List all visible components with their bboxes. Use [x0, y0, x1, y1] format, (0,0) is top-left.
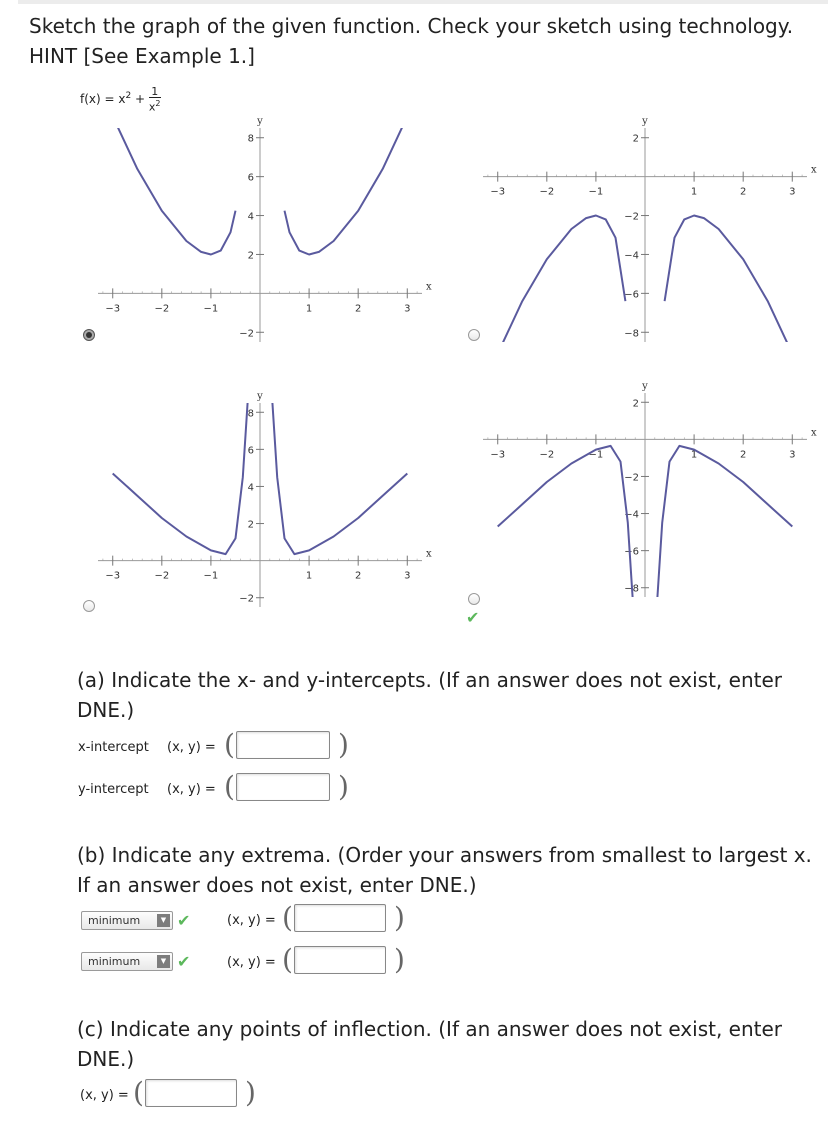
extremum-type-select-2[interactable]	[81, 952, 173, 971]
y-tick-label: −8	[624, 583, 639, 595]
radio-option-a[interactable]	[83, 329, 95, 341]
func-numerator: 1	[149, 86, 161, 98]
xy-label: (x, y) =	[80, 1088, 129, 1103]
curve-right-branch	[285, 116, 408, 254]
right-paren: )	[394, 943, 405, 976]
func-prefix: f(x) = x	[80, 91, 126, 106]
x-tick-label: 2	[739, 186, 747, 198]
y-tick-label: 2	[632, 133, 639, 145]
left-paren: (	[224, 770, 235, 803]
func-den-var: x	[148, 100, 156, 114]
y-intercept-input[interactable]	[236, 773, 330, 801]
extremum-input-2[interactable]	[294, 946, 386, 974]
x-tick-label: −3	[490, 186, 506, 198]
y-tick-label: 4	[247, 482, 254, 494]
y-axis-label: y	[257, 391, 263, 402]
dropdown-arrow-icon[interactable]: ▼	[157, 914, 170, 927]
x-tick-label: −1	[203, 303, 219, 315]
x-tick-label: −2	[154, 570, 170, 582]
left-paren: (	[133, 1076, 144, 1109]
func-exp: 2	[125, 90, 132, 101]
x-axis-label: x	[426, 548, 432, 560]
y-axis-label: y	[257, 116, 263, 127]
curve-left-branch	[498, 216, 626, 354]
right-paren: )	[245, 1076, 256, 1109]
y-tick-label: −6	[624, 289, 639, 301]
graph-option-a	[90, 116, 432, 350]
right-paren: )	[394, 901, 405, 934]
curve-right-branch	[665, 216, 793, 354]
hint-link[interactable]: HINT [See Example 1.]	[29, 44, 255, 68]
left-paren: (	[282, 943, 293, 976]
graph-option-c	[90, 391, 432, 615]
x-tick-label: 1	[305, 570, 313, 582]
x-tick-label: −1	[588, 186, 604, 198]
x-tick-label: −3	[105, 570, 121, 582]
y-tick-label: −2	[239, 328, 254, 340]
graph-option-b	[475, 116, 817, 350]
right-paren: )	[338, 770, 349, 803]
curve-left-branch	[113, 401, 248, 554]
select-value: minimum	[88, 914, 141, 927]
radio-option-c[interactable]	[83, 600, 95, 612]
x-axis-label: x	[811, 427, 817, 439]
y-axis-label: y	[642, 381, 648, 392]
left-paren: (	[224, 728, 235, 761]
x-tick-label: −2	[539, 449, 555, 461]
x-tick-label: 2	[354, 303, 362, 315]
radio-option-b[interactable]	[468, 329, 480, 341]
y-intercept-label: y-intercept	[78, 782, 149, 797]
x-tick-label: 3	[789, 186, 796, 198]
x-tick-label: 1	[690, 449, 698, 461]
right-paren: )	[338, 728, 349, 761]
func-plus: +	[131, 91, 149, 106]
curve-left-branch	[113, 116, 236, 254]
y-tick-label: 4	[247, 211, 254, 223]
check-icon: ✔	[177, 911, 191, 930]
x-intercept-label: x-intercept	[78, 740, 149, 755]
graph-option-d	[475, 381, 817, 605]
part-a-text: (a) Indicate the x- and y-intercepts. (If an answer does not exist, enter DNE.)	[77, 668, 782, 722]
part-b-text: (b) Indicate any extrema. (Order your answers from smallest to largest x. If an answer does not exist, enter DNE.)	[77, 843, 812, 897]
xy-label: (x, y) =	[167, 782, 216, 797]
x-tick-label: −1	[203, 570, 219, 582]
function-definition	[80, 86, 161, 113]
x-tick-label: 3	[404, 570, 411, 582]
select-value: minimum	[88, 955, 141, 968]
xy-label: (x, y) =	[227, 955, 276, 970]
xy-label: (x, y) =	[227, 913, 276, 928]
xy-label: (x, y) =	[167, 740, 216, 755]
y-tick-label: 2	[247, 250, 254, 262]
question-text: Sketch the graph of the given function. Check your sketch using technology.	[29, 14, 794, 38]
x-tick-label: 1	[690, 186, 698, 198]
func-denominator	[149, 98, 161, 113]
y-tick-label: 2	[632, 398, 639, 410]
curve-left-branch	[498, 446, 633, 599]
extremum-input-1[interactable]	[294, 904, 386, 932]
y-tick-label: −8	[624, 328, 639, 340]
part-c-text: (c) Indicate any points of inflection. (If an answer does not exist, enter DNE.)	[77, 1017, 783, 1071]
y-tick-label: 2	[247, 519, 254, 531]
top-divider	[18, 0, 828, 4]
y-tick-label: −4	[624, 509, 639, 521]
y-tick-label: −2	[239, 593, 254, 605]
extremum-type-select-1[interactable]	[81, 911, 173, 930]
y-tick-label: 6	[247, 172, 254, 184]
curve-right-branch	[657, 446, 792, 599]
left-paren: (	[282, 901, 293, 934]
func-den-exp: 2	[155, 99, 161, 108]
y-tick-label: −2	[624, 472, 639, 484]
func-fraction	[149, 86, 161, 113]
dropdown-arrow-icon[interactable]: ▼	[157, 955, 170, 968]
x-axis-label: x	[811, 164, 817, 176]
y-tick-label: −4	[624, 250, 639, 262]
x-tick-label: −2	[154, 303, 170, 315]
x-tick-label: −1	[588, 449, 604, 461]
y-tick-label: 8	[247, 133, 254, 145]
x-tick-label: −3	[490, 449, 506, 461]
x-tick-label: −2	[539, 186, 555, 198]
y-tick-label: 6	[247, 445, 254, 457]
x-tick-label: 3	[404, 303, 411, 315]
check-icon: ✔	[466, 608, 480, 627]
x-intercept-input[interactable]	[236, 731, 330, 759]
y-axis-label: y	[642, 116, 648, 127]
radio-option-d[interactable]	[468, 593, 480, 605]
check-icon: ✔	[177, 952, 191, 971]
x-axis-label: x	[426, 281, 432, 293]
x-tick-label: −3	[105, 303, 121, 315]
inflection-input[interactable]	[145, 1079, 237, 1107]
y-tick-label: −6	[624, 546, 639, 558]
x-tick-label: 2	[739, 449, 747, 461]
x-tick-label: 1	[305, 303, 313, 315]
x-tick-label: 2	[354, 570, 362, 582]
y-tick-label: −2	[624, 211, 639, 223]
curve-right-branch	[272, 401, 407, 554]
x-tick-label: 3	[789, 449, 796, 461]
y-tick-label: 8	[247, 408, 254, 420]
